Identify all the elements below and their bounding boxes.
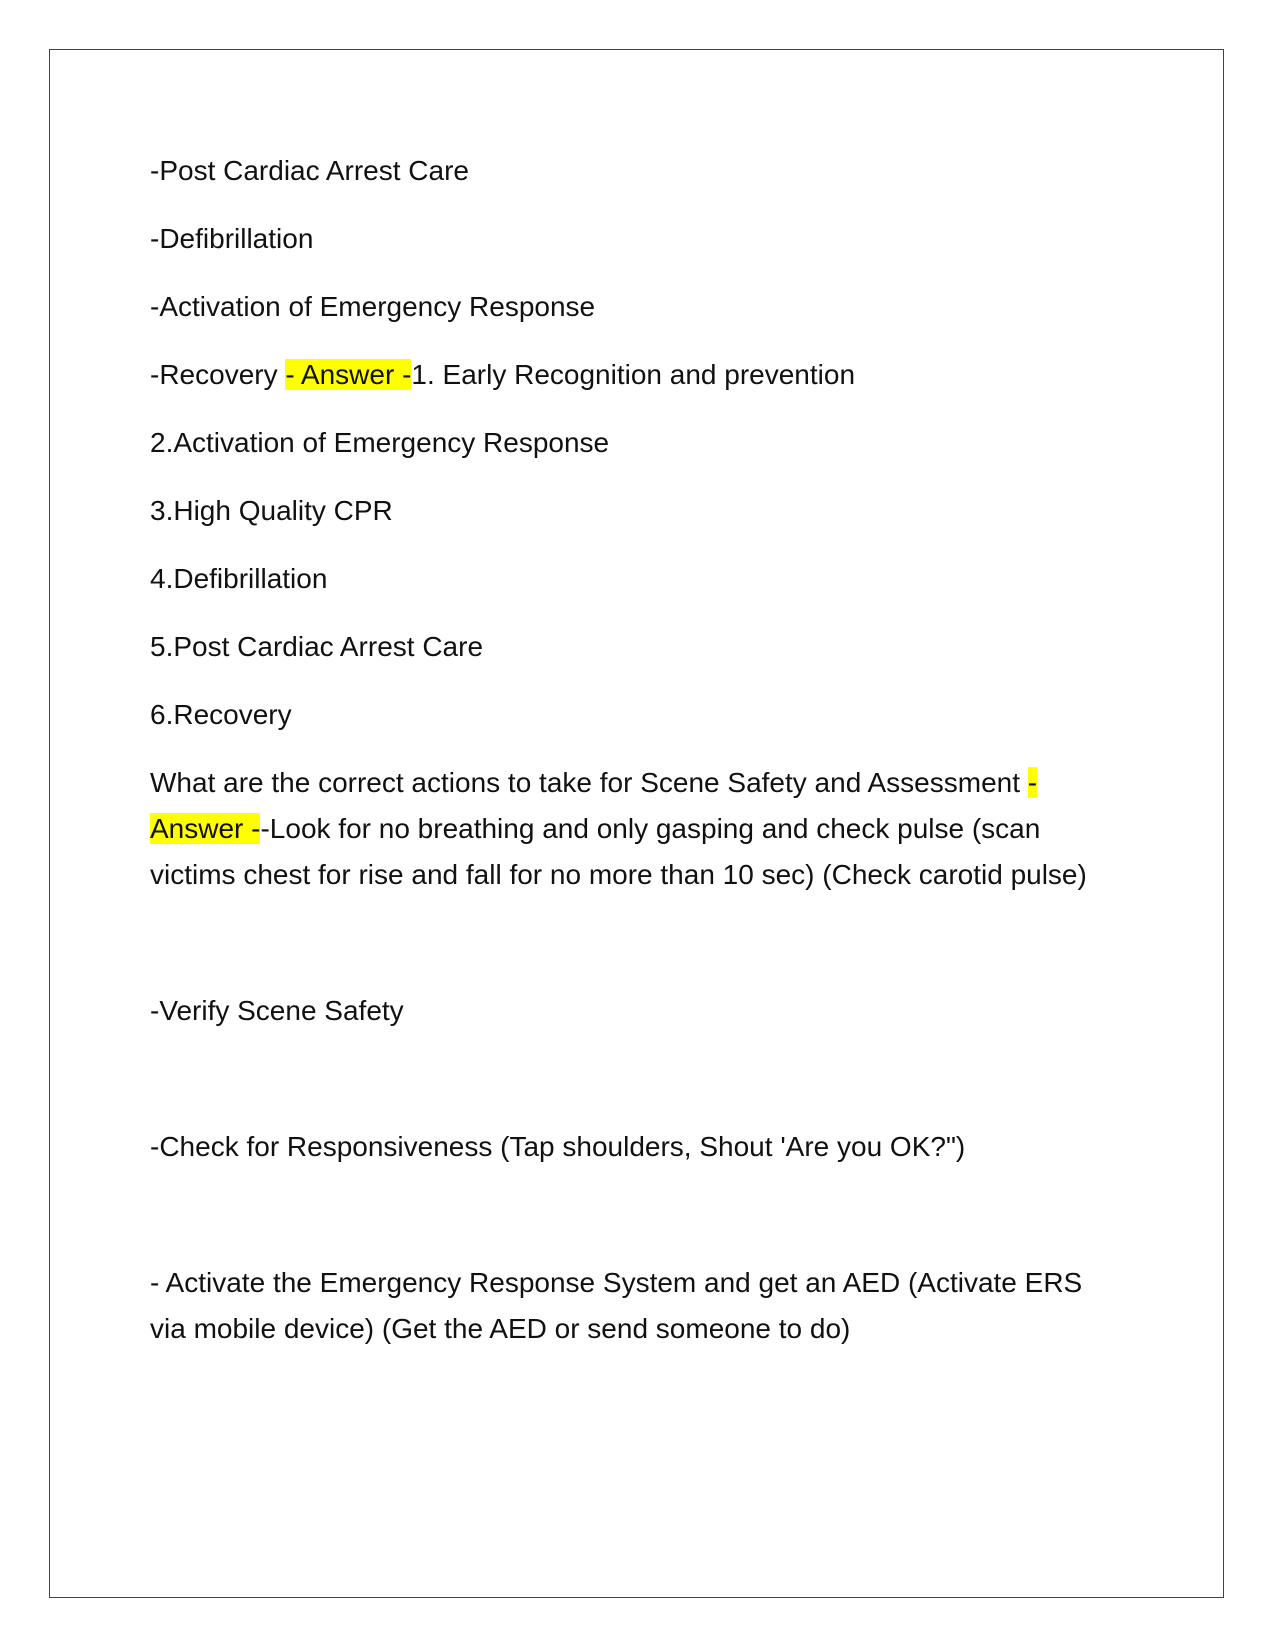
list-item: -Defibrillation [150,223,314,254]
answer-text: -Look for no breathing and only gasping and check pulse (scan victims chest for rise and fall for no more than 10 sec) (Check carotid pulse) [150,813,1087,890]
answer-highlight: - Answer - [150,767,1038,844]
recovery-text: -Recovery [150,359,286,390]
numbered-item: 6.Recovery [150,699,292,730]
document-body [150,148,1110,1374]
step-item: -Check for Responsiveness (Tap shoulders, Shout 'Are you OK?") [150,1131,966,1162]
numbered-item: 5.Post Cardiac Arrest Care [150,631,484,662]
spacer [150,1056,1110,1124]
answer-highlight: - Answer - [285,359,412,390]
spacer [150,920,1110,988]
step-item: - Activate the Emergency Response System and get an AED (Activate ERS via mobile device) (Get the AED or send someone to do) [150,1267,1083,1344]
list-item: -Post Cardiac Arrest Care [150,155,469,186]
recovery-answer-line [150,352,1110,398]
question-paragraph [150,760,1110,898]
list-item: -Activation of Emergency Response [150,291,596,322]
question-text: What are the correct actions to take for Scene Safety and Assessment [150,767,1028,798]
step-item: -Verify Scene Safety [150,995,404,1026]
numbered-item: 4.Defibrillation [150,563,328,594]
spacer [150,1192,1110,1260]
numbered-item: 3.High Quality CPR [150,495,393,526]
answer-text: 1. Early Recognition and prevention [411,359,856,390]
numbered-item: 2.Activation of Emergency Response [150,427,610,458]
